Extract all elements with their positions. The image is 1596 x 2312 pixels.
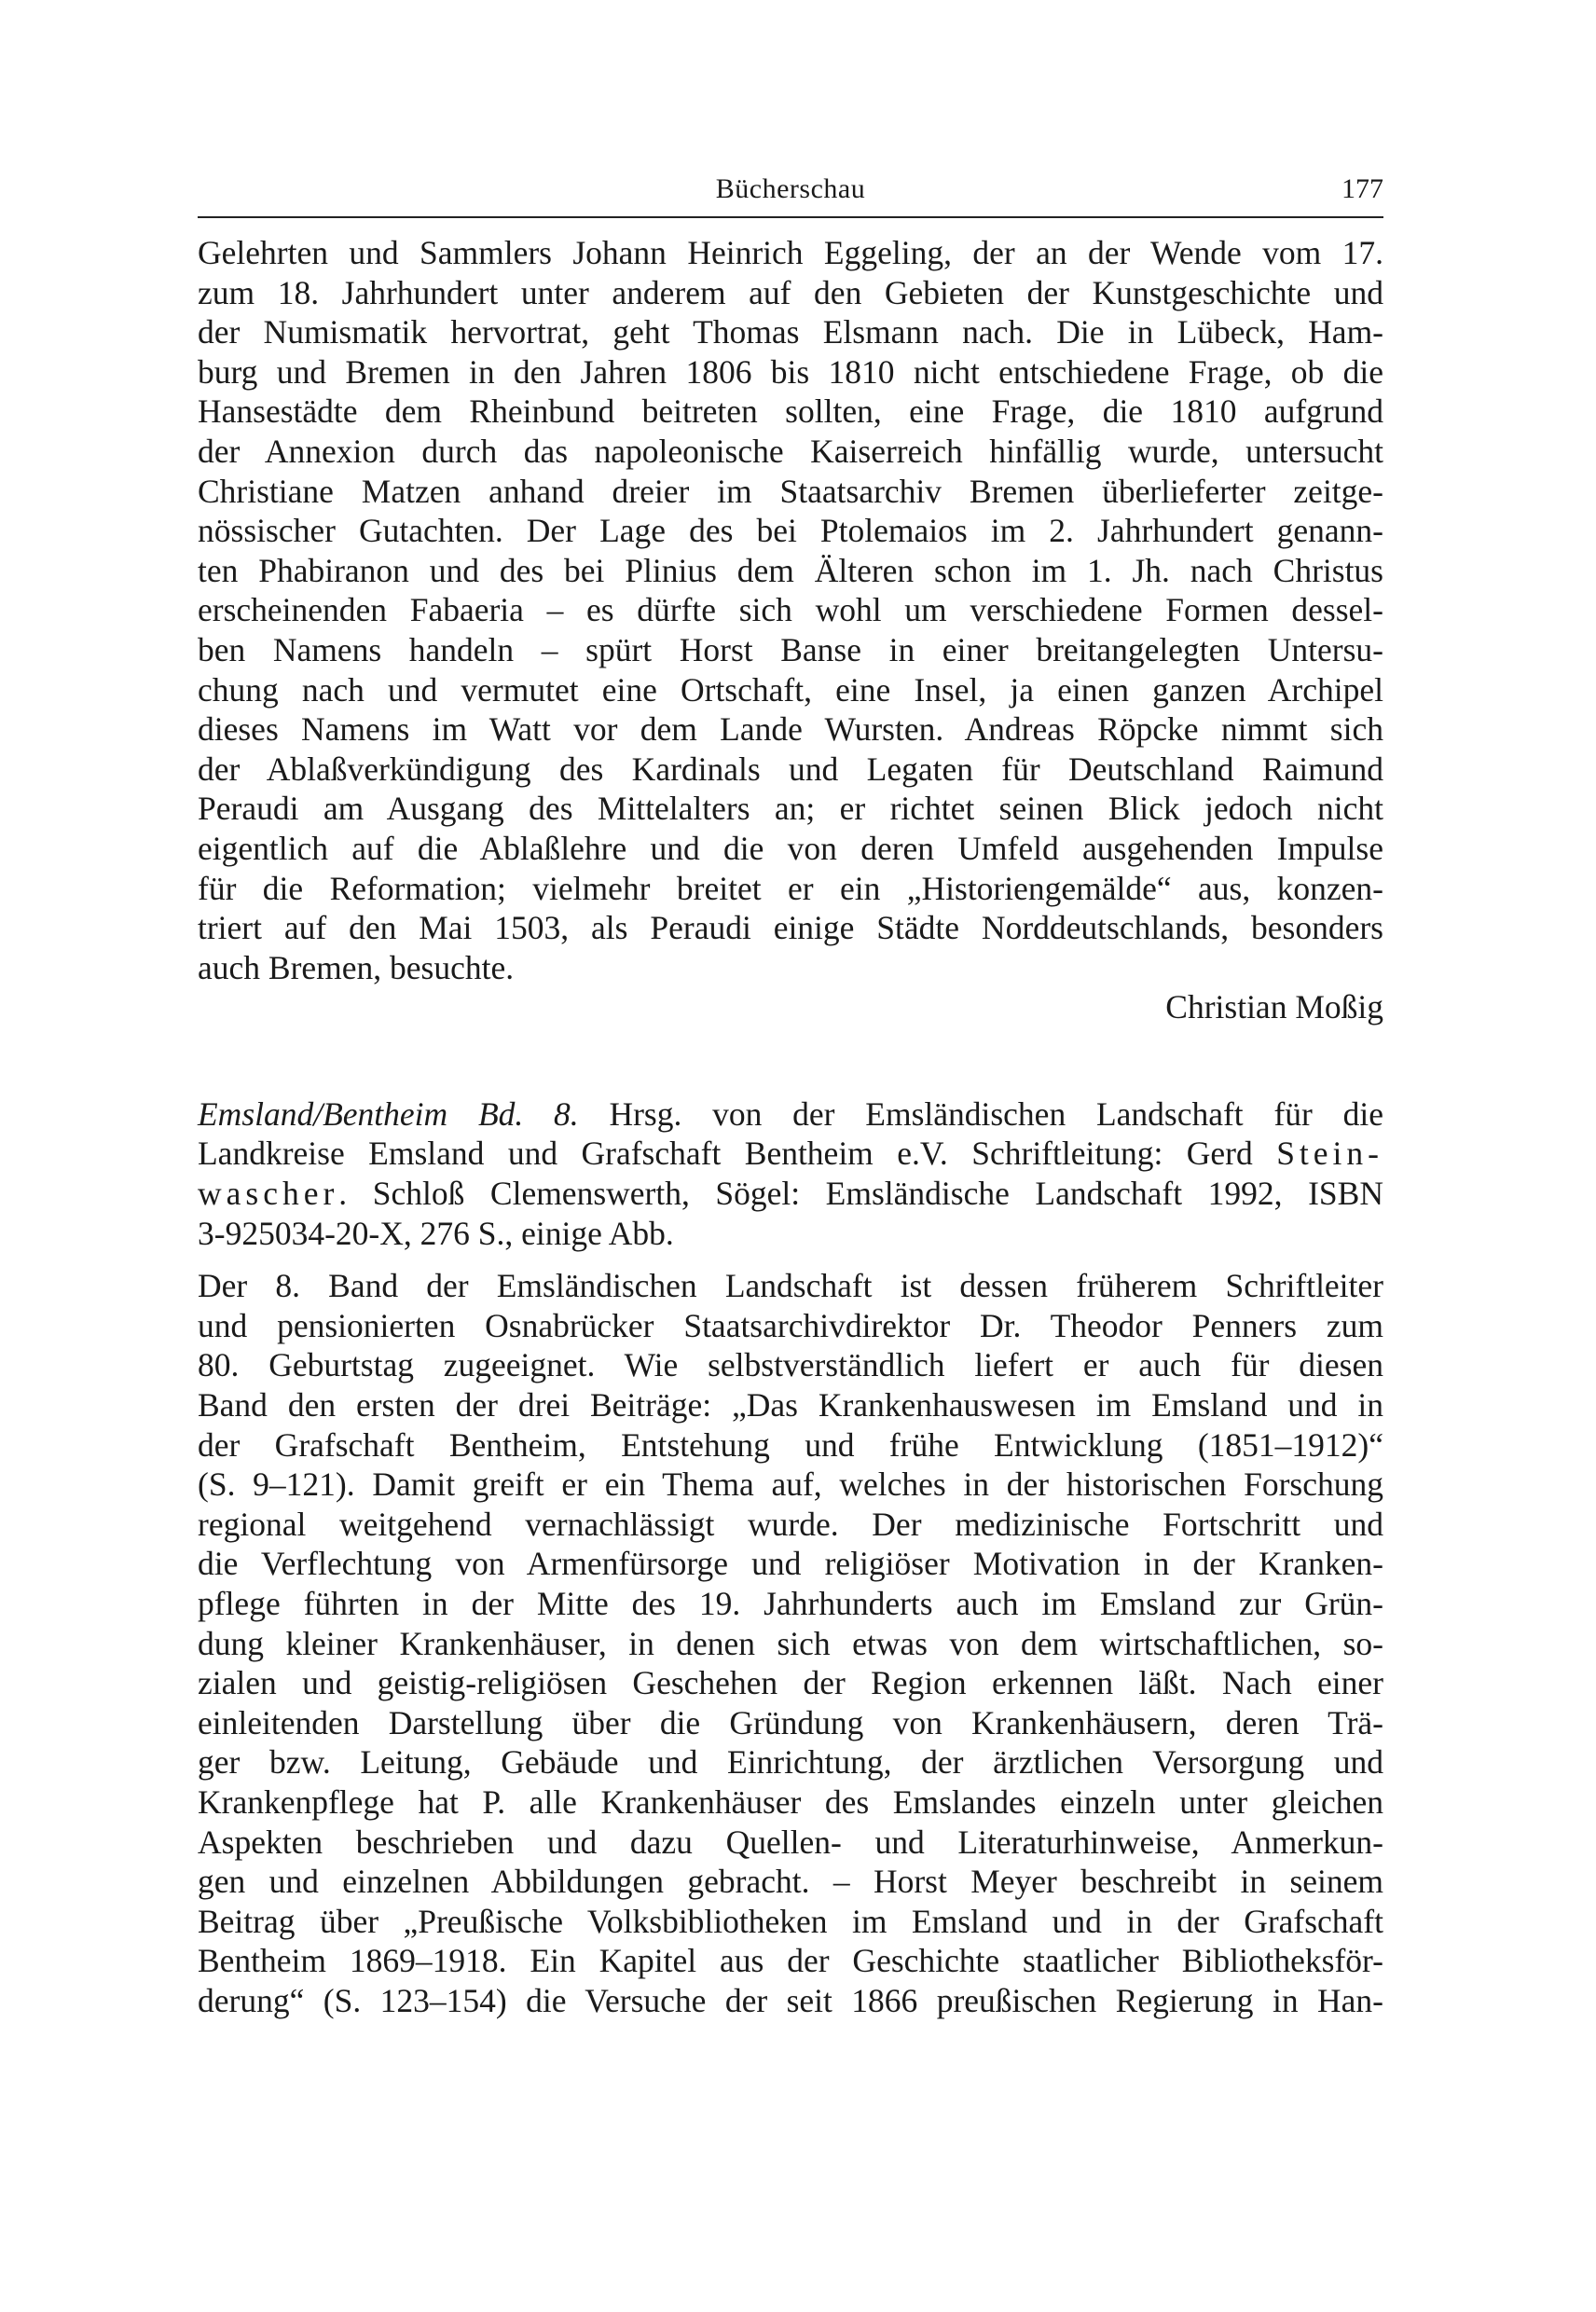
text-line: Band den ersten der drei Beiträge: „Das Krankenhauswesen im Emsland und in bbox=[198, 1386, 1383, 1424]
text-line: der Grafschaft Bentheim, Entstehung und frühe Entwicklung (1851–1912)“ bbox=[198, 1425, 1383, 1464]
text-line: ten Phabiranon und des bei Plinius dem Älteren schon im 1. Jh. nach Christus bbox=[198, 551, 1383, 589]
text-line: ben Namens handeln – spürt Horst Banse in einer breitangelegten Untersu- bbox=[198, 630, 1383, 668]
text-line: der Annexion durch das napoleonische Kaiserreich hinfällig wurde, untersucht bbox=[198, 432, 1383, 470]
text-line: zum 18. Jahrhundert unter anderem auf den Gebieten der Kunstgeschichte und bbox=[198, 273, 1383, 311]
text-line: und pensionierten Osnabrücker Staatsarchivdirektor Dr. Theodor Penners zum bbox=[198, 1306, 1383, 1344]
biblio-line bbox=[198, 1134, 1383, 1174]
biblio-text: Hrsg. von der Emsländischen Landschaft für die bbox=[578, 1094, 1383, 1133]
text-line: (S. 9–121). Damit greift er ein Thema auf, welches in der historischen Forschung bbox=[198, 1466, 1383, 1504]
text-line: Beitrag über „Preußische Volksbibliotheken im Emsland und in der Grafschaft bbox=[198, 1902, 1383, 1940]
text-line: Aspekten beschrieben und dazu Quellen- und Literaturhinweise, Anmerkun- bbox=[198, 1823, 1383, 1861]
text-line: einleitenden Darstellung über die Gründung von Krankenhäusern, deren Trä- bbox=[198, 1703, 1383, 1741]
text-line: erscheinenden Fabaeria – es dürfte sich wohl um verschiedene Formen dessel- bbox=[198, 591, 1383, 629]
text-line: Gelehrten und Sammlers Johann Heinrich Eggeling, der an der Wende vom 17. bbox=[198, 234, 1383, 271]
text-line: Krankenpflege hat P. alle Krankenhäuser des Emslandes einzeln unter gleichen bbox=[198, 1782, 1383, 1821]
review-continuation bbox=[198, 233, 1383, 1027]
text-line: ger bzw. Leitung, Gebäude und Einrichtung, der ärztlichen Versorgung und bbox=[198, 1743, 1383, 1782]
book-page bbox=[198, 168, 1383, 2021]
text-line: derung“ (S. 123–154) die Versuche der seit 1866 preußischen Regierung in Han- bbox=[198, 1981, 1383, 2019]
text-line: dieses Namens im Watt vor dem Lande Wursten. Andreas Röpcke nimmt sich bbox=[198, 710, 1383, 749]
text-line: die Verflechtung von Armenfürsorge und religiöser Motivation in der Kranken- bbox=[198, 1545, 1383, 1583]
text-line: gen und einzelnen Abbildungen gebracht. – Horst Meyer beschreibt in seinem bbox=[198, 1863, 1383, 1901]
page-number: 177 bbox=[1341, 173, 1383, 204]
text-line: Hansestädte dem Rheinbund beitreten sollten, eine Frage, die 1810 aufgrund bbox=[198, 392, 1383, 431]
text-line: nössischer Gutachten. Der Lage des bei Ptolemaios im 2. Jahrhundert genann- bbox=[198, 512, 1383, 550]
editor-name: Stein- bbox=[1276, 1135, 1383, 1173]
text-line: Peraudi am Ausgang des Mittelalters an; er richtet seinen Blick jedoch nicht bbox=[198, 790, 1383, 828]
text-line: der Numismatik hervortrat, geht Thomas Elsmann nach. Die in Lübeck, Ham- bbox=[198, 313, 1383, 351]
text-line: Christiane Matzen anhand dreier im Staatsarchiv Bremen überlieferter zeitge- bbox=[198, 472, 1383, 510]
text-line: Bentheim 1869–1918. Ein Kapitel aus der Geschichte staatlicher Bibliotheksför- bbox=[198, 1942, 1383, 1980]
reviewer-signature: Christian Moßig bbox=[1165, 988, 1383, 1026]
text-line: triert auf den Mai 1503, als Peraudi einige Städte Norddeutschlands, besonders bbox=[198, 909, 1383, 947]
text-line: burg und Bremen in den Jahren 1806 bis 1810 nicht entschiedene Frage, ob die bbox=[198, 352, 1383, 391]
text-line: der Ablaßverkündigung des Kardinals und Legaten für Deutschland Raimund bbox=[198, 750, 1383, 788]
review-emsland-bentheim bbox=[198, 1094, 1383, 2021]
text-line: eigentlich auf die Ablaßlehre und die von deren Umfeld ausgehenden Impulse bbox=[198, 829, 1383, 867]
running-head-title: Bücherschau bbox=[715, 173, 866, 204]
text-line: pflege führten in der Mitte des 19. Jahrhunderts auch im Emsland zur Grün- bbox=[198, 1585, 1383, 1622]
biblio-line bbox=[198, 1094, 1383, 1135]
review-body bbox=[198, 1266, 1383, 2020]
biblio-line bbox=[198, 1174, 1383, 1214]
text-line: 80. Geburtstag zugeeignet. Wie selbstverständlich liefert er auch für diesen bbox=[198, 1346, 1383, 1384]
biblio-text: . Schloß Clemenswerth, Sögel: Emsländische Landschaft 1992, ISBN bbox=[338, 1175, 1383, 1213]
text-line: für die Reformation; vielmehr breitet er ein „Historiengemälde“ aus, konzen- bbox=[198, 869, 1383, 907]
bibliographic-entry bbox=[198, 1094, 1383, 1253]
text-line: auch Bremen, besuchte. bbox=[198, 948, 515, 986]
text-line: zialen und geistig-religiösen Geschehen der Region erkennen läßt. Nach einer bbox=[198, 1664, 1383, 1702]
running-head bbox=[198, 168, 1383, 218]
text-line: chung nach und vermutet eine Ortschaft, eine Insel, ja einen ganzen Archipel bbox=[198, 670, 1383, 709]
editor-name: wascher bbox=[198, 1175, 339, 1213]
biblio-text: Landkreise Emsland und Grafschaft Bentheim e.V. Schriftleitung: Gerd bbox=[198, 1135, 1253, 1173]
book-title: Emsland/Bentheim Bd. 8. bbox=[198, 1094, 579, 1133]
text-line: dung kleiner Krankenhäuser, in denen sich etwas von dem wirtschaftlichen, so- bbox=[198, 1624, 1383, 1662]
biblio-line: 3-925034-20-X, 276 S., einige Abb. bbox=[198, 1214, 674, 1252]
text-line: regional weitgehend vernachlässigt wurde. Der medizinische Fortschritt und bbox=[198, 1505, 1383, 1543]
text-line: Der 8. Band der Emsländischen Landschaft ist dessen früherem Schriftleiter bbox=[198, 1267, 1383, 1305]
